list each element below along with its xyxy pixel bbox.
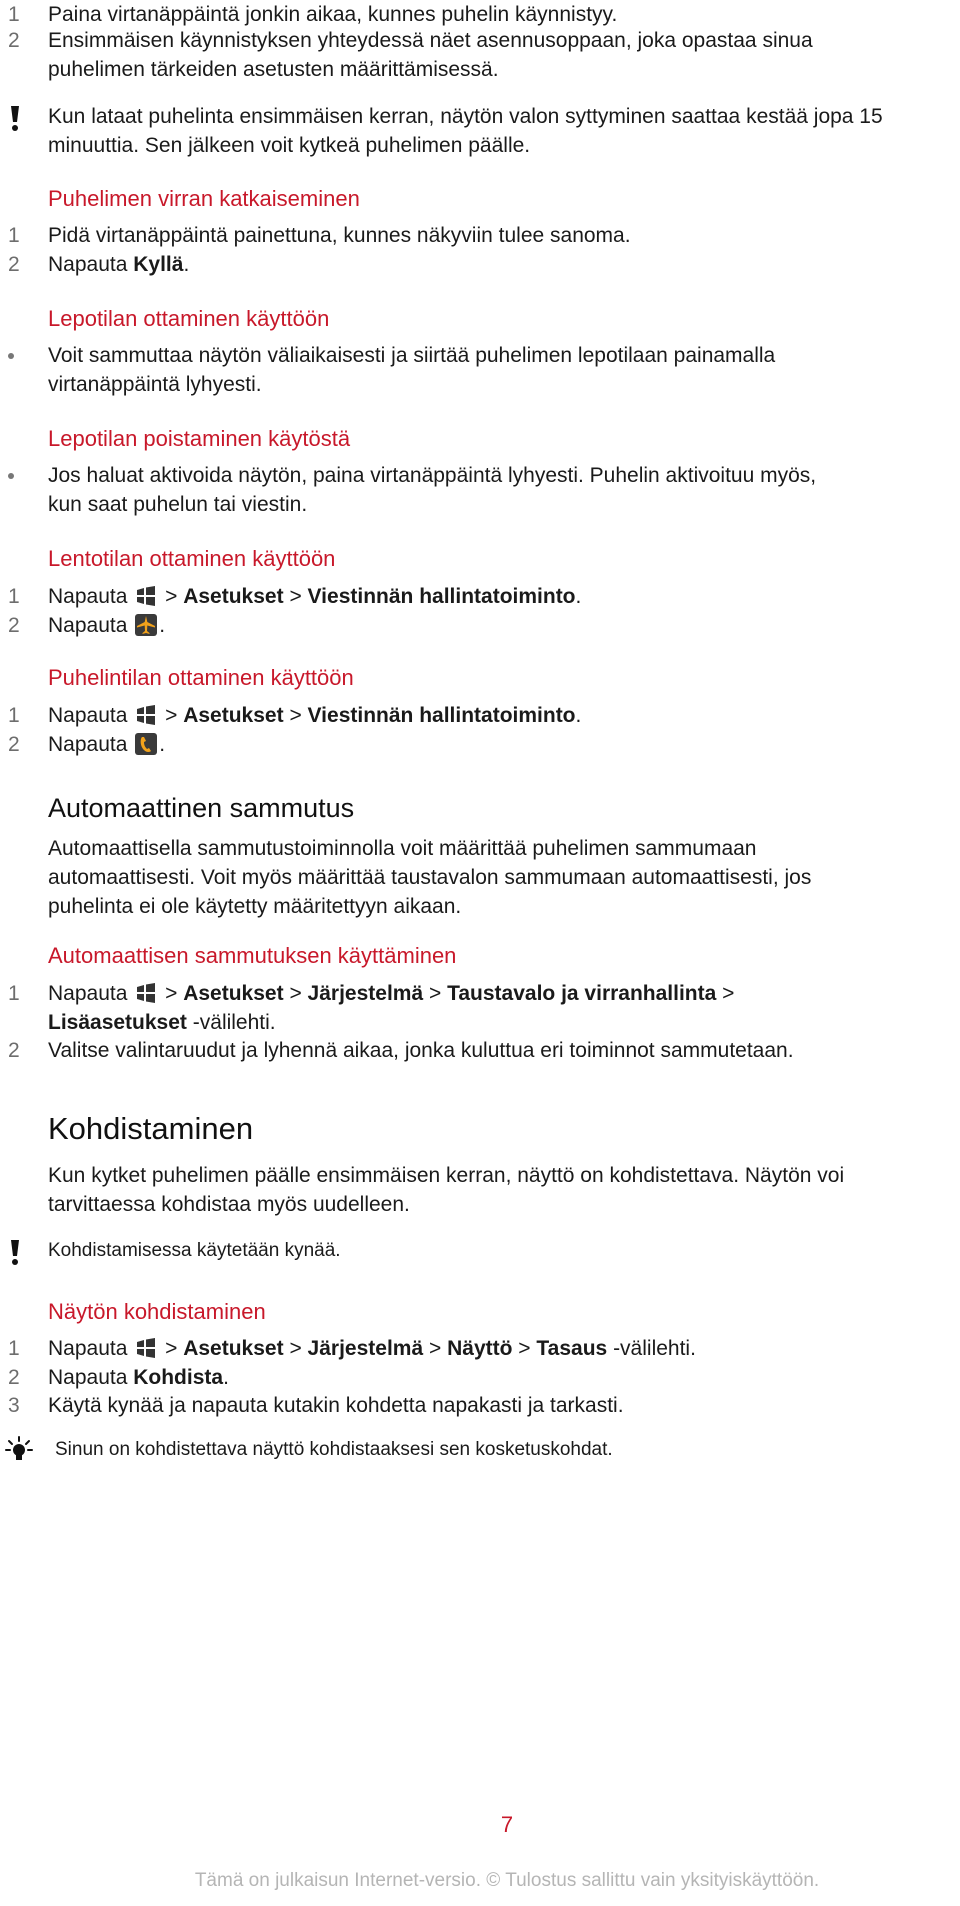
windows-start-icon [135, 585, 157, 607]
phone-handset-icon [135, 733, 157, 755]
section-title-auto-shutdown: Automaattinen sammutus [48, 793, 355, 823]
step-number: 1 [8, 1337, 20, 1360]
step-number: 2 [8, 1039, 20, 1062]
step-text: Napauta . [48, 614, 166, 637]
windows-start-icon [135, 1337, 157, 1359]
bullet-dot [8, 353, 14, 359]
step-number: 1 [8, 982, 20, 1005]
exclamation-icon [8, 1240, 28, 1274]
section-heading-power-off: Puhelimen virran katkaiseminen [48, 186, 360, 211]
step-text: Ensimmäisen käynnistyksen yhteydessä näet asennusoppaan, joka opastaa sinua puhelimen tärkeiden asetusten määrittämisessä. [48, 29, 813, 81]
bullet-text: Jos haluat aktivoida näytön, paina virtanäppäintä lyhyesti. Puhelin aktivoituu myös, kun saat puhelun tai viestin. [48, 464, 817, 516]
step-text: Napauta Kyllä. [48, 253, 190, 276]
step-number: 1 [8, 224, 20, 247]
step-number: 2 [8, 614, 20, 637]
step-text: Paina virtanäppäintä jonkin aikaa, kunnes puhelin käynnistyy. [48, 3, 618, 26]
lightbulb-icon [4, 1435, 24, 1473]
step-text: Napauta > Asetukset > Viestinnän hallintatoiminto. [48, 704, 582, 727]
step-number: 2 [8, 1366, 20, 1389]
tip-text: Sinun on kohdistettava näyttö kohdistaaksesi sen kosketuskohdat. [55, 1439, 613, 1460]
step-number: 3 [8, 1394, 20, 1417]
step-number: 2 [8, 29, 20, 52]
step-number: 1 [8, 3, 20, 26]
paragraph: Kun kytket puhelimen päälle ensimmäisen kerran, näyttö on kohdistettava. Näytön voi tarvittaessa kohdistaa myös uudelleen. [48, 1164, 845, 1216]
step-number: 1 [8, 704, 20, 727]
page-number: 7 [500, 1812, 514, 1837]
step-text: Pidä virtanäppäintä painettuna, kunnes näkyviin tulee sanoma. [48, 224, 631, 247]
windows-start-icon [135, 982, 157, 1004]
step-text: Napauta > Asetukset > Järjestelmä > Näyttö > Tasaus -välilehti. [48, 1337, 696, 1360]
step-text: Käytä kynää ja napauta kutakin kohdetta napakasti ja tarkasti. [48, 1394, 624, 1417]
section-heading-flight-mode: Lentotilan ottaminen käyttöön [48, 546, 336, 571]
step-text: Napauta > Asetukset > Viestinnän hallintatoiminto. [48, 585, 582, 608]
bullet-text: Voit sammuttaa näytön väliaikaisesti ja siirtää puhelimen lepotilaan painamalla virtanäppäintä lyhyesti. [48, 344, 776, 396]
step-number: 2 [8, 733, 20, 756]
section-heading-sleep-on: Lepotilan ottaminen käyttöön [48, 306, 330, 331]
exclamation-icon [8, 106, 28, 140]
paragraph: Automaattisella sammutustoiminnolla voit määrittää puhelimen sammumaan automaattisesti. Voit myös määrittää taustavalon sammumaan automaattisesti, jos puhelinta ei ole käytetty määritettyyn aikaan. [48, 837, 812, 918]
bullet-dot [8, 473, 14, 479]
step-text: Valitse valintaruudut ja lyhennä aikaa, jonka kuluttua eri toiminnot sammutetaan. [48, 1039, 794, 1062]
step-text: Napauta > Asetukset > Järjestelmä > Taustavalo ja virranhallinta > Lisäasetukset -välilehti. [48, 982, 735, 1034]
warning-text: Kohdistamisessa käytetään kynää. [48, 1240, 341, 1261]
section-heading-screen-calibration: Näytön kohdistaminen [48, 1299, 266, 1324]
page-footer: Tämä on julkaisun Internet-versio. © Tulostus sallittu vain yksityiskäyttöön. [194, 1870, 820, 1891]
step-text: Napauta . [48, 733, 166, 756]
step-text: Napauta Kohdista. [48, 1366, 229, 1389]
windows-start-icon [135, 704, 157, 726]
section-title-calibration: Kohdistaminen [48, 1111, 254, 1146]
step-number: 2 [8, 253, 20, 276]
section-heading-phone-mode: Puhelintilan ottaminen käyttöön [48, 665, 354, 690]
step-number: 1 [8, 585, 20, 608]
airplane-icon [135, 614, 157, 636]
section-heading-auto-shutdown-use: Automaattisen sammutuksen käyttäminen [48, 943, 457, 968]
warning-text: Kun lataat puhelinta ensimmäisen kerran, näytön valon syttyminen saattaa kestää jopa 15 minuuttia. Sen jälkeen voit kytkeä puhelimen päälle. [48, 105, 883, 157]
section-heading-sleep-off: Lepotilan poistaminen käytöstä [48, 426, 351, 451]
